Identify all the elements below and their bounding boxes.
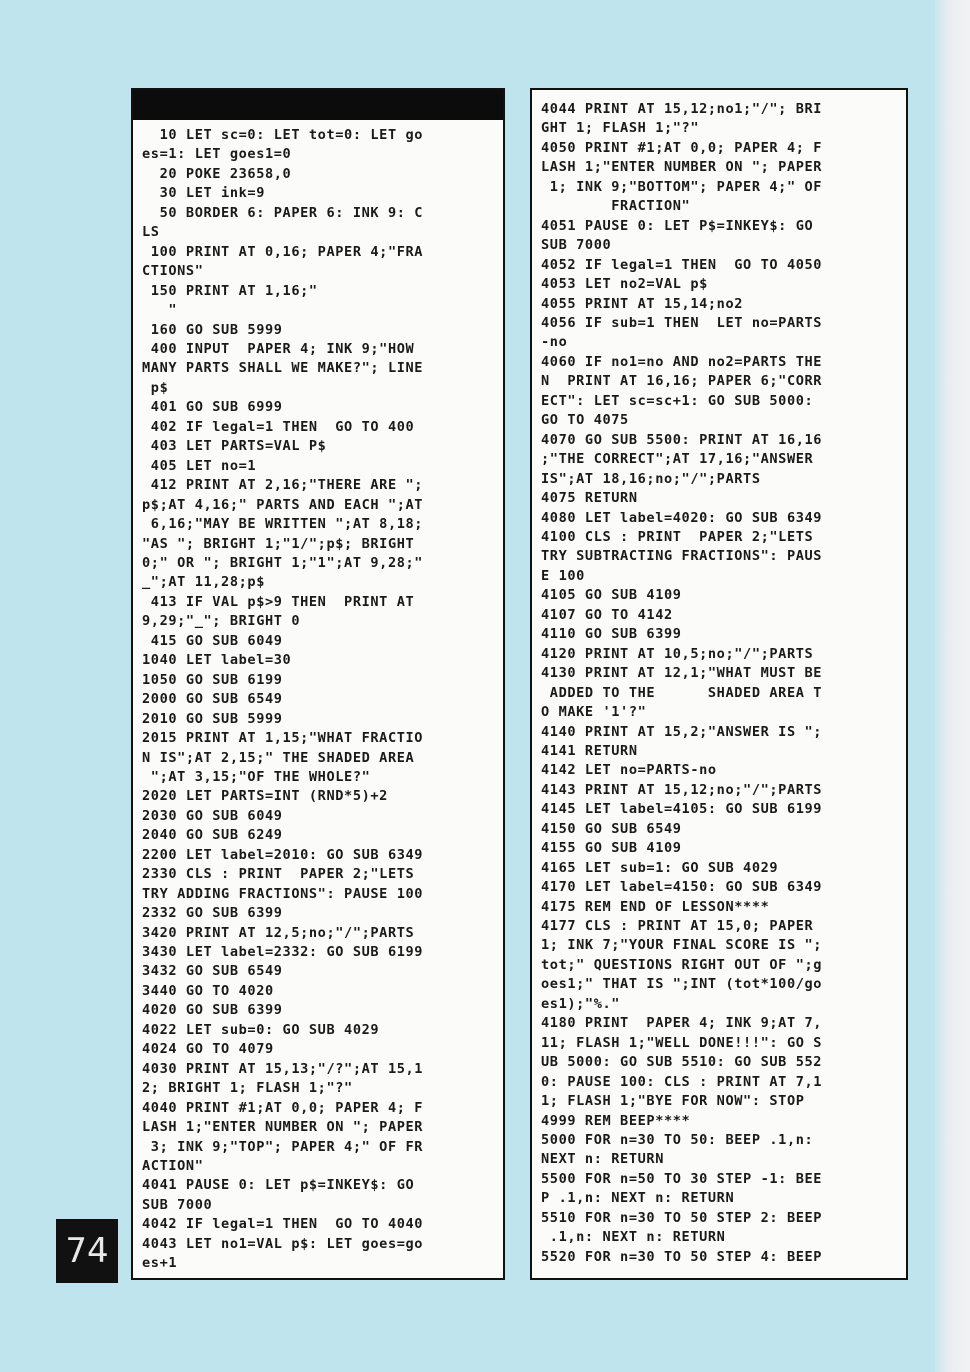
code-line: -no bbox=[541, 334, 568, 351]
code-line: 4107 GO TO 4142 bbox=[541, 606, 673, 623]
code-line: 4050 PRINT #1;AT 0,0; PAPER 4; F bbox=[541, 139, 823, 156]
code-line: 4180 PRINT PAPER 4; INK 9;AT 7, bbox=[541, 1015, 823, 1032]
code-line: 3440 GO TO 4020 bbox=[142, 982, 274, 999]
code-line: 2020 LET PARTS=INT (RND*5)+2 bbox=[142, 788, 388, 805]
code-line: NEXT n: RETURN bbox=[541, 1151, 664, 1168]
code-line: SUB 7000 bbox=[142, 1196, 213, 1213]
code-line: 1; FLASH 1;"BYE FOR NOW": STOP bbox=[541, 1093, 805, 1110]
code-listing-left bbox=[133, 120, 503, 1274]
code-line: 4170 LET label=4150: GO SUB 6349 bbox=[541, 879, 823, 896]
code-line: 4999 REM BEEP**** bbox=[541, 1112, 691, 1129]
code-line: IS";AT 18,16;no;"/";PARTS bbox=[541, 470, 761, 487]
code-line: 2015 PRINT AT 1,15;"WHAT FRACTIO bbox=[142, 730, 424, 747]
code-line: 4177 CLS : PRINT AT 15,0; PAPER bbox=[541, 918, 814, 935]
code-line: 415 GO SUB 6049 bbox=[142, 632, 283, 649]
code-line: LASH 1;"ENTER NUMBER ON "; PAPER bbox=[541, 159, 823, 176]
code-line: 1050 GO SUB 6199 bbox=[142, 671, 283, 688]
code-line: 4056 IF sub=1 THEN LET no=PARTS bbox=[541, 314, 823, 331]
code-line: GO TO 4075 bbox=[541, 412, 629, 429]
code-line: ";AT 3,15;"OF THE WHOLE?" bbox=[142, 768, 371, 785]
code-line: 5510 FOR n=30 TO 50 STEP 2: BEEP bbox=[541, 1209, 823, 1226]
code-line: 3; INK 9;"TOP"; PAPER 4;" OF FR bbox=[142, 1138, 424, 1155]
code-line: 2; BRIGHT 1; FLASH 1;"?" bbox=[142, 1080, 353, 1097]
code-line: p$ bbox=[142, 379, 169, 396]
code-line: p$;AT 4,16;" PARTS AND EACH ";AT bbox=[142, 496, 424, 513]
code-listing-right bbox=[532, 90, 906, 1267]
code-line: 3430 LET label=2332: GO SUB 6199 bbox=[142, 944, 424, 961]
code-line: 2030 GO SUB 6049 bbox=[142, 807, 283, 824]
code-line: 4175 REM END OF LESSON**** bbox=[541, 898, 770, 915]
code-line: 4051 PAUSE 0: LET P$=INKEY$: GO bbox=[541, 217, 814, 234]
code-line: 2000 GO SUB 6549 bbox=[142, 691, 283, 708]
page-number-tab bbox=[56, 1219, 118, 1283]
listing-header-bar bbox=[133, 90, 503, 120]
code-line: 1; INK 9;"BOTTOM"; PAPER 4;" OF bbox=[541, 178, 823, 195]
code-line: 4070 GO SUB 5500: PRINT AT 16,16 bbox=[541, 431, 823, 448]
code-line: 4150 GO SUB 6549 bbox=[541, 820, 682, 837]
code-line: 4120 PRINT AT 10,5;no;"/";PARTS bbox=[541, 645, 814, 662]
code-line: LS bbox=[142, 224, 160, 241]
code-line: 4105 GO SUB 4109 bbox=[541, 587, 682, 604]
code-line: 4143 PRINT AT 15,12;no;"/";PARTS bbox=[541, 781, 823, 798]
code-line: 11; FLASH 1;"WELL DONE!!!": GO S bbox=[541, 1034, 823, 1051]
code-line: N PRINT AT 16,16; PAPER 6;"CORR bbox=[541, 373, 823, 390]
code-line: 4110 GO SUB 6399 bbox=[541, 626, 682, 643]
code-line: 4020 GO SUB 6399 bbox=[142, 1002, 283, 1019]
code-line: 4080 LET label=4020: GO SUB 6349 bbox=[541, 509, 823, 526]
code-line: 4040 PRINT #1;AT 0,0; PAPER 4; F bbox=[142, 1099, 424, 1116]
code-line: "AS "; BRIGHT 1;"1/";p$; BRIGHT bbox=[142, 535, 415, 552]
code-line: 3432 GO SUB 6549 bbox=[142, 963, 283, 980]
code-line: LASH 1;"ENTER NUMBER ON "; PAPER bbox=[142, 1119, 424, 1136]
code-line: 4030 PRINT AT 15,13;"/?";AT 15,1 bbox=[142, 1060, 424, 1077]
code-line: 3420 PRINT AT 12,5;no;"/";PARTS bbox=[142, 924, 415, 941]
code-line: 412 PRINT AT 2,16;"THERE ARE "; bbox=[142, 477, 424, 494]
code-line: _";AT 11,28;p$ bbox=[142, 574, 265, 591]
code-line: 4022 LET sub=0: GO SUB 4029 bbox=[142, 1021, 380, 1038]
code-line: 20 POKE 23658,0 bbox=[142, 165, 292, 182]
listing-panel-right bbox=[530, 88, 908, 1280]
code-line: 4141 RETURN bbox=[541, 742, 638, 759]
code-line: GHT 1; FLASH 1;"?" bbox=[541, 120, 700, 137]
code-line: 6,16;"MAY BE WRITTEN ";AT 8,18; bbox=[142, 516, 424, 533]
code-line: 401 GO SUB 6999 bbox=[142, 399, 283, 416]
page-number: 74 bbox=[65, 1231, 109, 1271]
code-line: TRY ADDING FRACTIONS": PAUSE 100 bbox=[142, 885, 424, 902]
page-edge-shadow bbox=[935, 0, 970, 1372]
code-line: P .1,n: NEXT n: RETURN bbox=[541, 1190, 735, 1207]
code-line: 2330 CLS : PRINT PAPER 2;"LETS bbox=[142, 866, 415, 883]
code-line: 30 LET ink=9 bbox=[142, 185, 265, 202]
code-line: 4042 IF legal=1 THEN GO TO 4040 bbox=[142, 1216, 424, 1233]
code-line: MANY PARTS SHALL WE MAKE?"; LINE bbox=[142, 360, 424, 377]
code-line: 10 LET sc=0: LET tot=0: LET go bbox=[142, 127, 424, 143]
code-line: CTIONS" bbox=[142, 263, 204, 280]
code-line: 2010 GO SUB 5999 bbox=[142, 710, 283, 727]
code-line: 4044 PRINT AT 15,12;no1;"/"; BRI bbox=[541, 101, 823, 117]
code-line: ACTION" bbox=[142, 1158, 204, 1175]
code-line: UB 5000: GO SUB 5510: GO SUB 552 bbox=[541, 1054, 823, 1071]
code-line: 2040 GO SUB 6249 bbox=[142, 827, 283, 844]
code-line: " bbox=[142, 302, 178, 319]
code-line: 4142 LET no=PARTS-no bbox=[541, 762, 717, 779]
code-line: 1040 LET label=30 bbox=[142, 652, 292, 669]
code-line: 400 INPUT PAPER 4; INK 9;"HOW bbox=[142, 340, 415, 357]
code-line: 5520 FOR n=30 TO 50 STEP 4: BEEP bbox=[541, 1248, 823, 1265]
code-line: ADDED TO THE SHADED AREA T bbox=[541, 684, 823, 701]
code-line: 1; INK 7;"YOUR FINAL SCORE IS "; bbox=[541, 937, 823, 954]
code-line: O MAKE '1'?" bbox=[541, 704, 647, 721]
code-line: SUB 7000 bbox=[541, 237, 612, 254]
code-line: es+1 bbox=[142, 1255, 178, 1272]
code-line: 402 IF legal=1 THEN GO TO 400 bbox=[142, 418, 415, 435]
code-line: 100 PRINT AT 0,16; PAPER 4;"FRA bbox=[142, 243, 424, 260]
code-line: 4052 IF legal=1 THEN GO TO 4050 bbox=[541, 256, 823, 273]
code-line: 4140 PRINT AT 15,2;"ANSWER IS "; bbox=[541, 723, 823, 740]
code-line: 4060 IF no1=no AND no2=PARTS THE bbox=[541, 353, 823, 370]
listing-panel-left bbox=[131, 88, 505, 1280]
code-line: tot;" QUESTIONS RIGHT OUT OF ";g bbox=[541, 956, 823, 973]
code-line: es=1: LET goes1=0 bbox=[142, 146, 292, 163]
code-line: 4024 GO TO 4079 bbox=[142, 1041, 274, 1058]
code-line: ECT": LET sc=sc+1: GO SUB 5000: bbox=[541, 392, 814, 409]
code-line: 0: PAUSE 100: CLS : PRINT AT 7,1 bbox=[541, 1073, 823, 1090]
code-line: 405 LET no=1 bbox=[142, 457, 257, 474]
code-line: 5500 FOR n=50 TO 30 STEP -1: BEE bbox=[541, 1170, 823, 1187]
code-line: 403 LET PARTS=VAL P$ bbox=[142, 438, 327, 455]
code-line: 4165 LET sub=1: GO SUB 4029 bbox=[541, 859, 779, 876]
code-line: FRACTION" bbox=[541, 198, 691, 215]
code-line: .1,n: NEXT n: RETURN bbox=[541, 1229, 726, 1246]
code-line: 4155 GO SUB 4109 bbox=[541, 840, 682, 857]
code-line: 4075 RETURN bbox=[541, 490, 638, 507]
code-line: 150 PRINT AT 1,16;" bbox=[142, 282, 318, 299]
code-line: 4100 CLS : PRINT PAPER 2;"LETS bbox=[541, 528, 814, 545]
code-line: ;"THE CORRECT";AT 17,16;"ANSWER bbox=[541, 451, 814, 468]
code-line: 4053 LET no2=VAL p$ bbox=[541, 276, 708, 293]
code-line: 160 GO SUB 5999 bbox=[142, 321, 283, 338]
code-line: 9,29;"_"; BRIGHT 0 bbox=[142, 613, 301, 630]
code-line: N IS";AT 2,15;" THE SHADED AREA bbox=[142, 749, 415, 766]
code-line: 2200 LET label=2010: GO SUB 6349 bbox=[142, 846, 424, 863]
code-line: 5000 FOR n=30 TO 50: BEEP .1,n: bbox=[541, 1132, 814, 1149]
code-line: E 100 bbox=[541, 567, 585, 584]
code-line: es1);"%." bbox=[541, 995, 621, 1012]
code-line: 2332 GO SUB 6399 bbox=[142, 905, 283, 922]
code-line: 4130 PRINT AT 12,1;"WHAT MUST BE bbox=[541, 665, 823, 682]
code-line: TRY SUBTRACTING FRACTIONS": PAUS bbox=[541, 548, 823, 565]
code-line: 4043 LET no1=VAL p$: LET goes=go bbox=[142, 1235, 424, 1252]
code-line: 413 IF VAL p$>9 THEN PRINT AT bbox=[142, 593, 415, 610]
code-line: 4041 PAUSE 0: LET p$=INKEY$: GO bbox=[142, 1177, 415, 1194]
code-line: 50 BORDER 6: PAPER 6: INK 9: C bbox=[142, 204, 424, 221]
code-line: 4145 LET label=4105: GO SUB 6199 bbox=[541, 801, 823, 818]
code-line: 4055 PRINT AT 15,14;no2 bbox=[541, 295, 744, 312]
code-line: 0;" OR "; BRIGHT 1;"1";AT 9,28;" bbox=[142, 554, 424, 571]
code-line: oes1;" THAT IS ";INT (tot*100/go bbox=[541, 976, 823, 993]
